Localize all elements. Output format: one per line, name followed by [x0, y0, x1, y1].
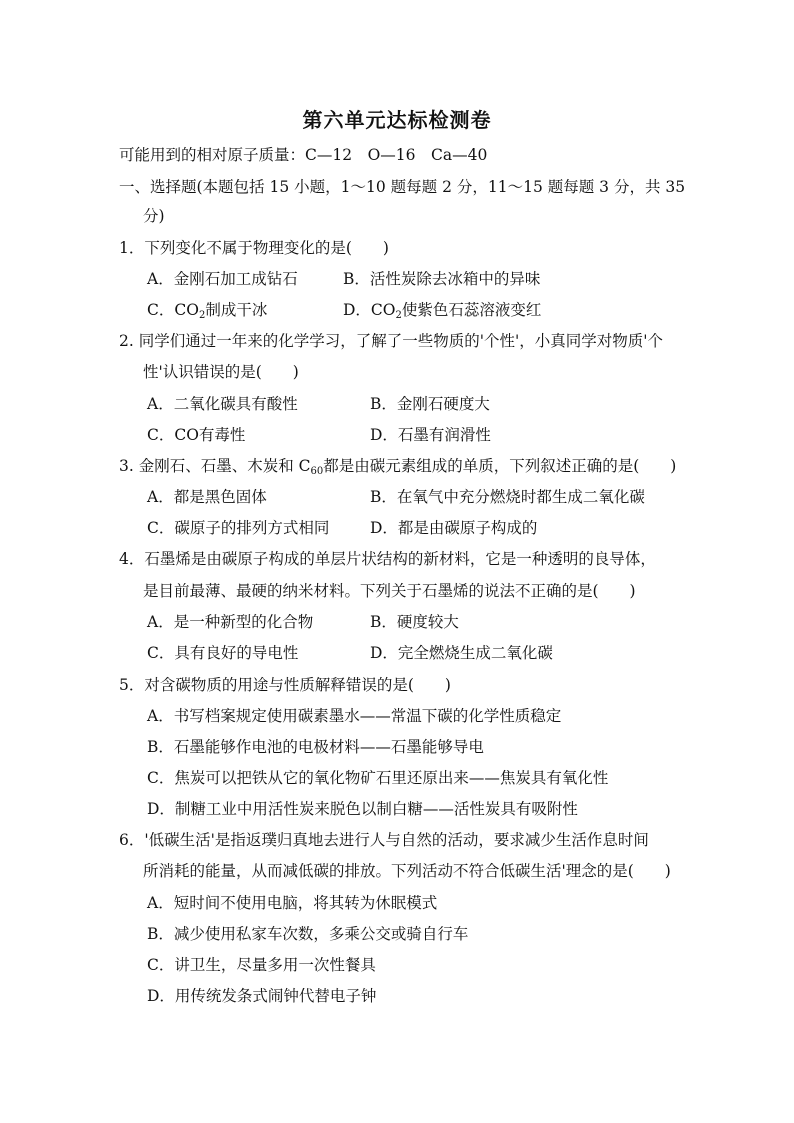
question-2-option-b: B．金刚石硬度大 [370, 395, 490, 413]
question-4-option-d: D．完全燃烧生成二氧化碳 [370, 644, 553, 662]
question-2-option-a: A．二氧化碳具有酸性 [147, 395, 298, 413]
question-6-stem: 6．'低碳生活'是指返璞归真地去进行人与自然的活动，要求减少生活作息时间 [119, 831, 649, 849]
question-4-option-a: A．是一种新型的化合物 [147, 613, 314, 631]
question-6-option-c: C．讲卫生，尽量多用一次性餐具 [147, 956, 376, 974]
question-1-option-b: B．活性炭除去冰箱中的异味 [343, 270, 541, 288]
question-5-option-b: B．石墨能够作电池的电极材料——石墨能够导电 [147, 738, 484, 756]
question-2-option-d: D．石墨有润滑性 [370, 426, 491, 444]
question-4-option-b: B．硬度较大 [370, 613, 459, 631]
question-5-stem: 5．对含碳物质的用途与性质解释错误的是( ) [119, 676, 451, 694]
question-6-stem-cont: 所消耗的能量，从而减低碳的排放。下列活动不符合低碳生活'理念的是( ) [143, 862, 671, 880]
question-4-option-c: C．具有良好的导电性 [147, 644, 299, 662]
page-title: 第六单元达标检测卷 [302, 108, 492, 132]
question-6-option-d: D．用传统发条式闹钟代替电子钟 [147, 987, 377, 1005]
question-1-option-a: A．金刚石加工成钻石 [147, 270, 298, 288]
question-4-stem-cont: 是目前最薄、最硬的纳米材料。下列关于石墨烯的说法不正确的是( ) [143, 582, 636, 600]
question-5-option-d: D．制糖工业中用活性炭来脱色以制白糖——活性炭具有吸附性 [147, 800, 578, 818]
question-3-option-d: D．都是由碳原子构成的 [370, 519, 538, 537]
question-2-option-c: C．CO有毒性 [147, 426, 246, 444]
question-1-option-c: C．$CO_2$制成干冰 [147, 301, 268, 321]
question-3-option-b: B．在氧气中充分燃烧时都生成二氧化碳 [370, 488, 645, 506]
question-6-option-a: A．短时间不使用电脑，将其转为休眠模式 [147, 894, 438, 912]
question-2-stem: 2. 同学们通过一年来的化学学习，了解了一些物质的'个性'，小真同学对物质'个 [119, 332, 664, 350]
question-4-stem: 4．石墨烯是由碳原子构成的单层片状结构的新材料，它是一种透明的良导体， [119, 550, 656, 568]
question-6-option-b: B．减少使用私家车次数，多乘公交或骑自行车 [147, 925, 469, 943]
question-2-stem-cont: 性'认识错误的是( ) [143, 363, 299, 381]
question-3-stem: 3. 金刚石、石墨、木炭和 $C_{60}$都是由碳元素组成的单质，下列叙述正确的是( ) [119, 457, 677, 477]
question-5-option-a: A．书写档案规定使用碳素墨水——常温下碳的化学性质稳定 [147, 707, 562, 725]
section-heading-cont: 分) [143, 207, 165, 225]
question-5-option-c: C．焦炭可以把铁从它的氧化物矿石里还原出来——焦炭具有氧化性 [147, 769, 609, 787]
section-heading: 一、选择题(本题包括 15 小题，1～10 题每题 2 分，11～15 题每题 3 分，共 35 [119, 178, 686, 196]
question-3-option-c: C．碳原子的排列方式相同 [147, 519, 330, 537]
question-1-option-d: D．$CO_2$使紫色石蕊溶液变红 [343, 301, 542, 321]
question-1-stem: 1．下列变化不属于物理变化的是( ) [119, 239, 389, 257]
question-3-option-a: A．都是黑色固体 [147, 488, 267, 506]
atomic-mass-note: 可能用到的相对原子质量：C—12 O—16 Ca—40 [119, 146, 488, 164]
